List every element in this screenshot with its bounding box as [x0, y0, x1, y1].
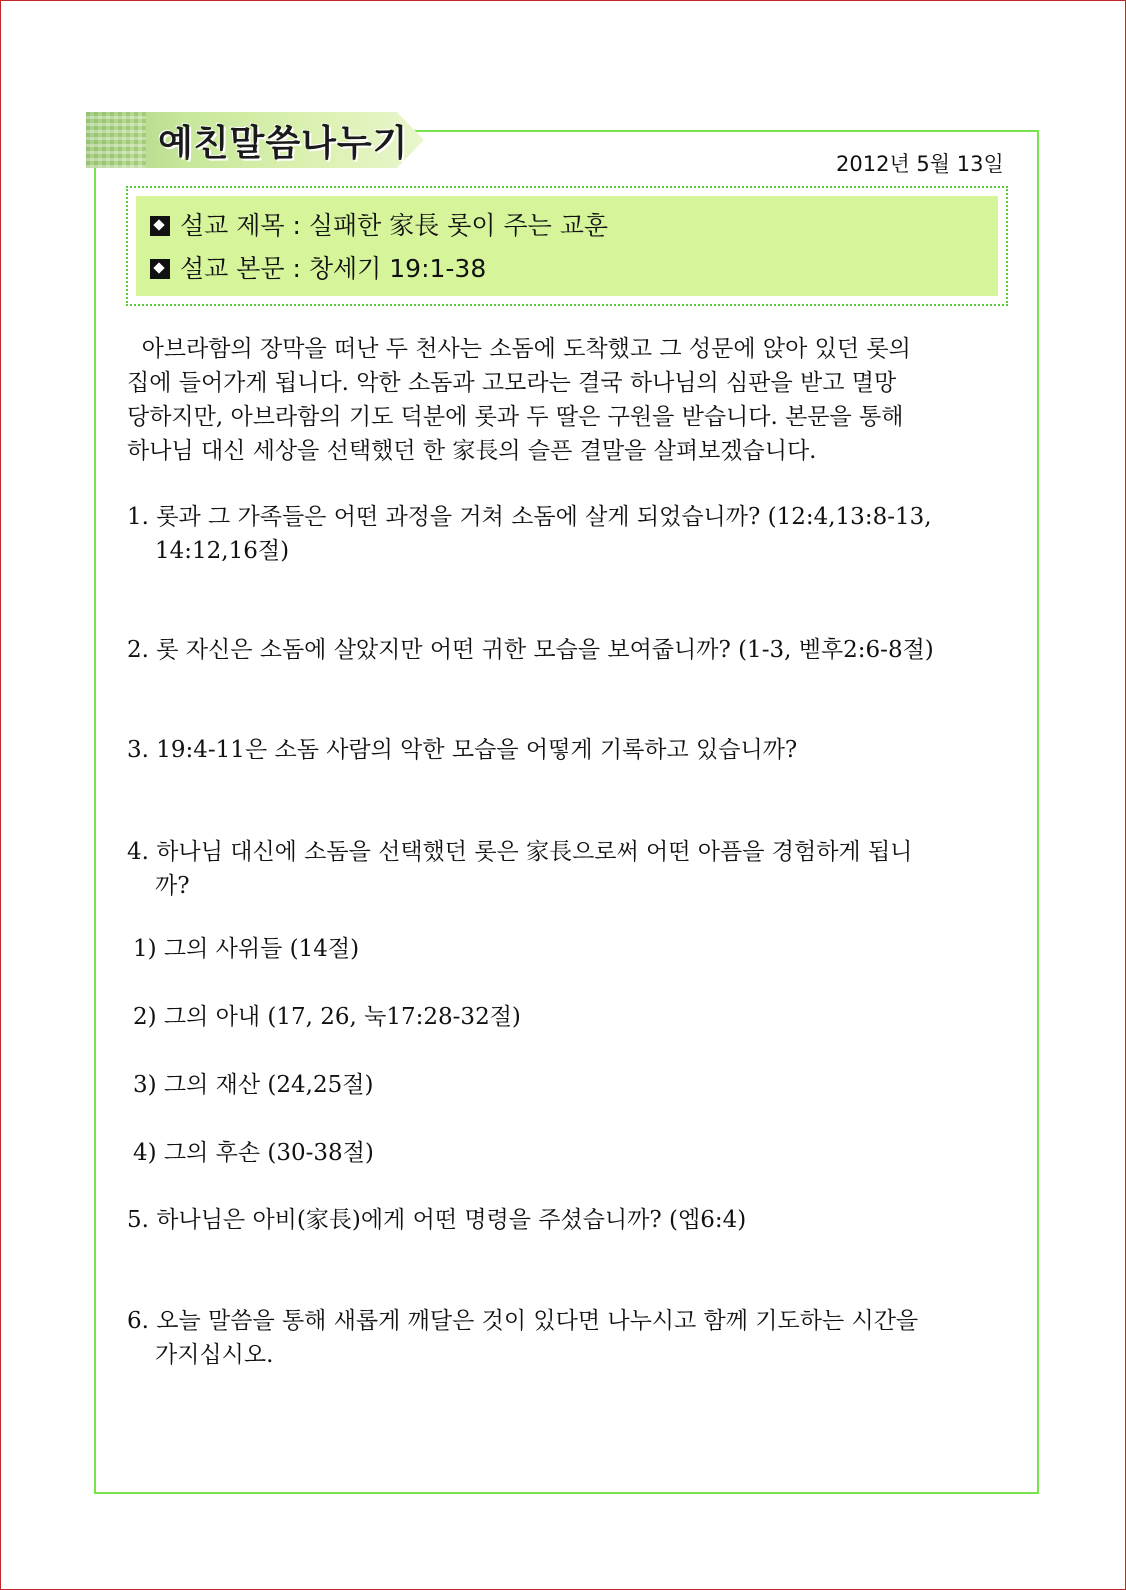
- question-2: [127, 633, 1007, 667]
- diamond-bullet-icon: [150, 259, 170, 279]
- intro-line: 하나님 대신 세상을 선택했던 한 家長의 슬픈 결말을 살펴보겠습니다.: [127, 438, 817, 464]
- sub-item: 3) 그의 재산 (24,25절): [133, 1072, 374, 1098]
- question-text-continued: 까?: [155, 873, 190, 899]
- sub-item: 4) 그의 후손 (30-38절): [133, 1140, 374, 1166]
- question-text-continued: 14:12,16절): [155, 538, 290, 564]
- sermon-text-line: [150, 249, 486, 285]
- sub-item: 1) 그의 사위들 (14절): [133, 936, 360, 962]
- sub-item: 2) 그의 아내 (17, 26, 눅17:28-32절): [133, 1004, 521, 1030]
- sermon-info-box: [126, 186, 1008, 306]
- intro-line: 당하지만, 아브라함의 기도 덕분에 롯과 두 딸은 구원을 받습니다. 본문을 통해: [127, 404, 904, 430]
- question-text-continued: 가지십시오.: [155, 1342, 274, 1368]
- banner-pattern: [86, 112, 146, 168]
- question-text: 2. 롯 자신은 소돔에 살았지만 어떤 귀한 모습을 보여줍니까? (1-3, 벧후2:6-8절): [127, 637, 934, 663]
- sermon-title-line: [150, 206, 608, 242]
- question-text: 5. 하나님은 아비(家長)에게 어떤 명령을 주셨습니까? (엡6:4): [127, 1207, 747, 1233]
- question-3: [127, 733, 1007, 767]
- question-5: [127, 1203, 1007, 1237]
- intro-line: 아브라함의 장막을 떠난 두 천사는 소돔에 도착했고 그 성문에 앉아 있던 롯의: [127, 336, 911, 362]
- question-text: 1. 롯과 그 가족들은 어떤 과정을 거쳐 소돔에 살게 되었습니까? (12:4,13:8-13,: [127, 504, 932, 530]
- question-1: [127, 500, 1007, 568]
- page-title: 예친말씀나누기: [158, 123, 409, 164]
- question-text: 4. 하나님 대신에 소돔을 선택했던 롯은 家長으로써 어떤 아픔을 경험하게 됩니: [127, 839, 913, 865]
- intro-paragraph: [127, 332, 1007, 468]
- diamond-bullet-icon: [150, 216, 170, 236]
- question-text: 6. 오늘 말씀을 통해 새롭게 깨달은 것이 있다면 나누시고 함께 기도하는 시간을: [127, 1308, 919, 1334]
- question-6: [127, 1304, 1007, 1372]
- intro-line: 집에 들어가게 됩니다. 악한 소돔과 고모라는 결국 하나님의 심판을 받고 멸망: [127, 370, 897, 396]
- question-text: 3. 19:4-11은 소돔 사람의 악한 모습을 어떻게 기록하고 있습니까?: [127, 737, 798, 763]
- sermon-text-text: 설교 본문 : 창세기 19:1-38: [180, 254, 487, 283]
- sermon-title-text: 설교 제목 : 실패한 家長 롯이 주는 교훈: [180, 211, 609, 240]
- date-label: 2012년 5월 13일: [836, 152, 1004, 176]
- question-4: [127, 835, 1007, 903]
